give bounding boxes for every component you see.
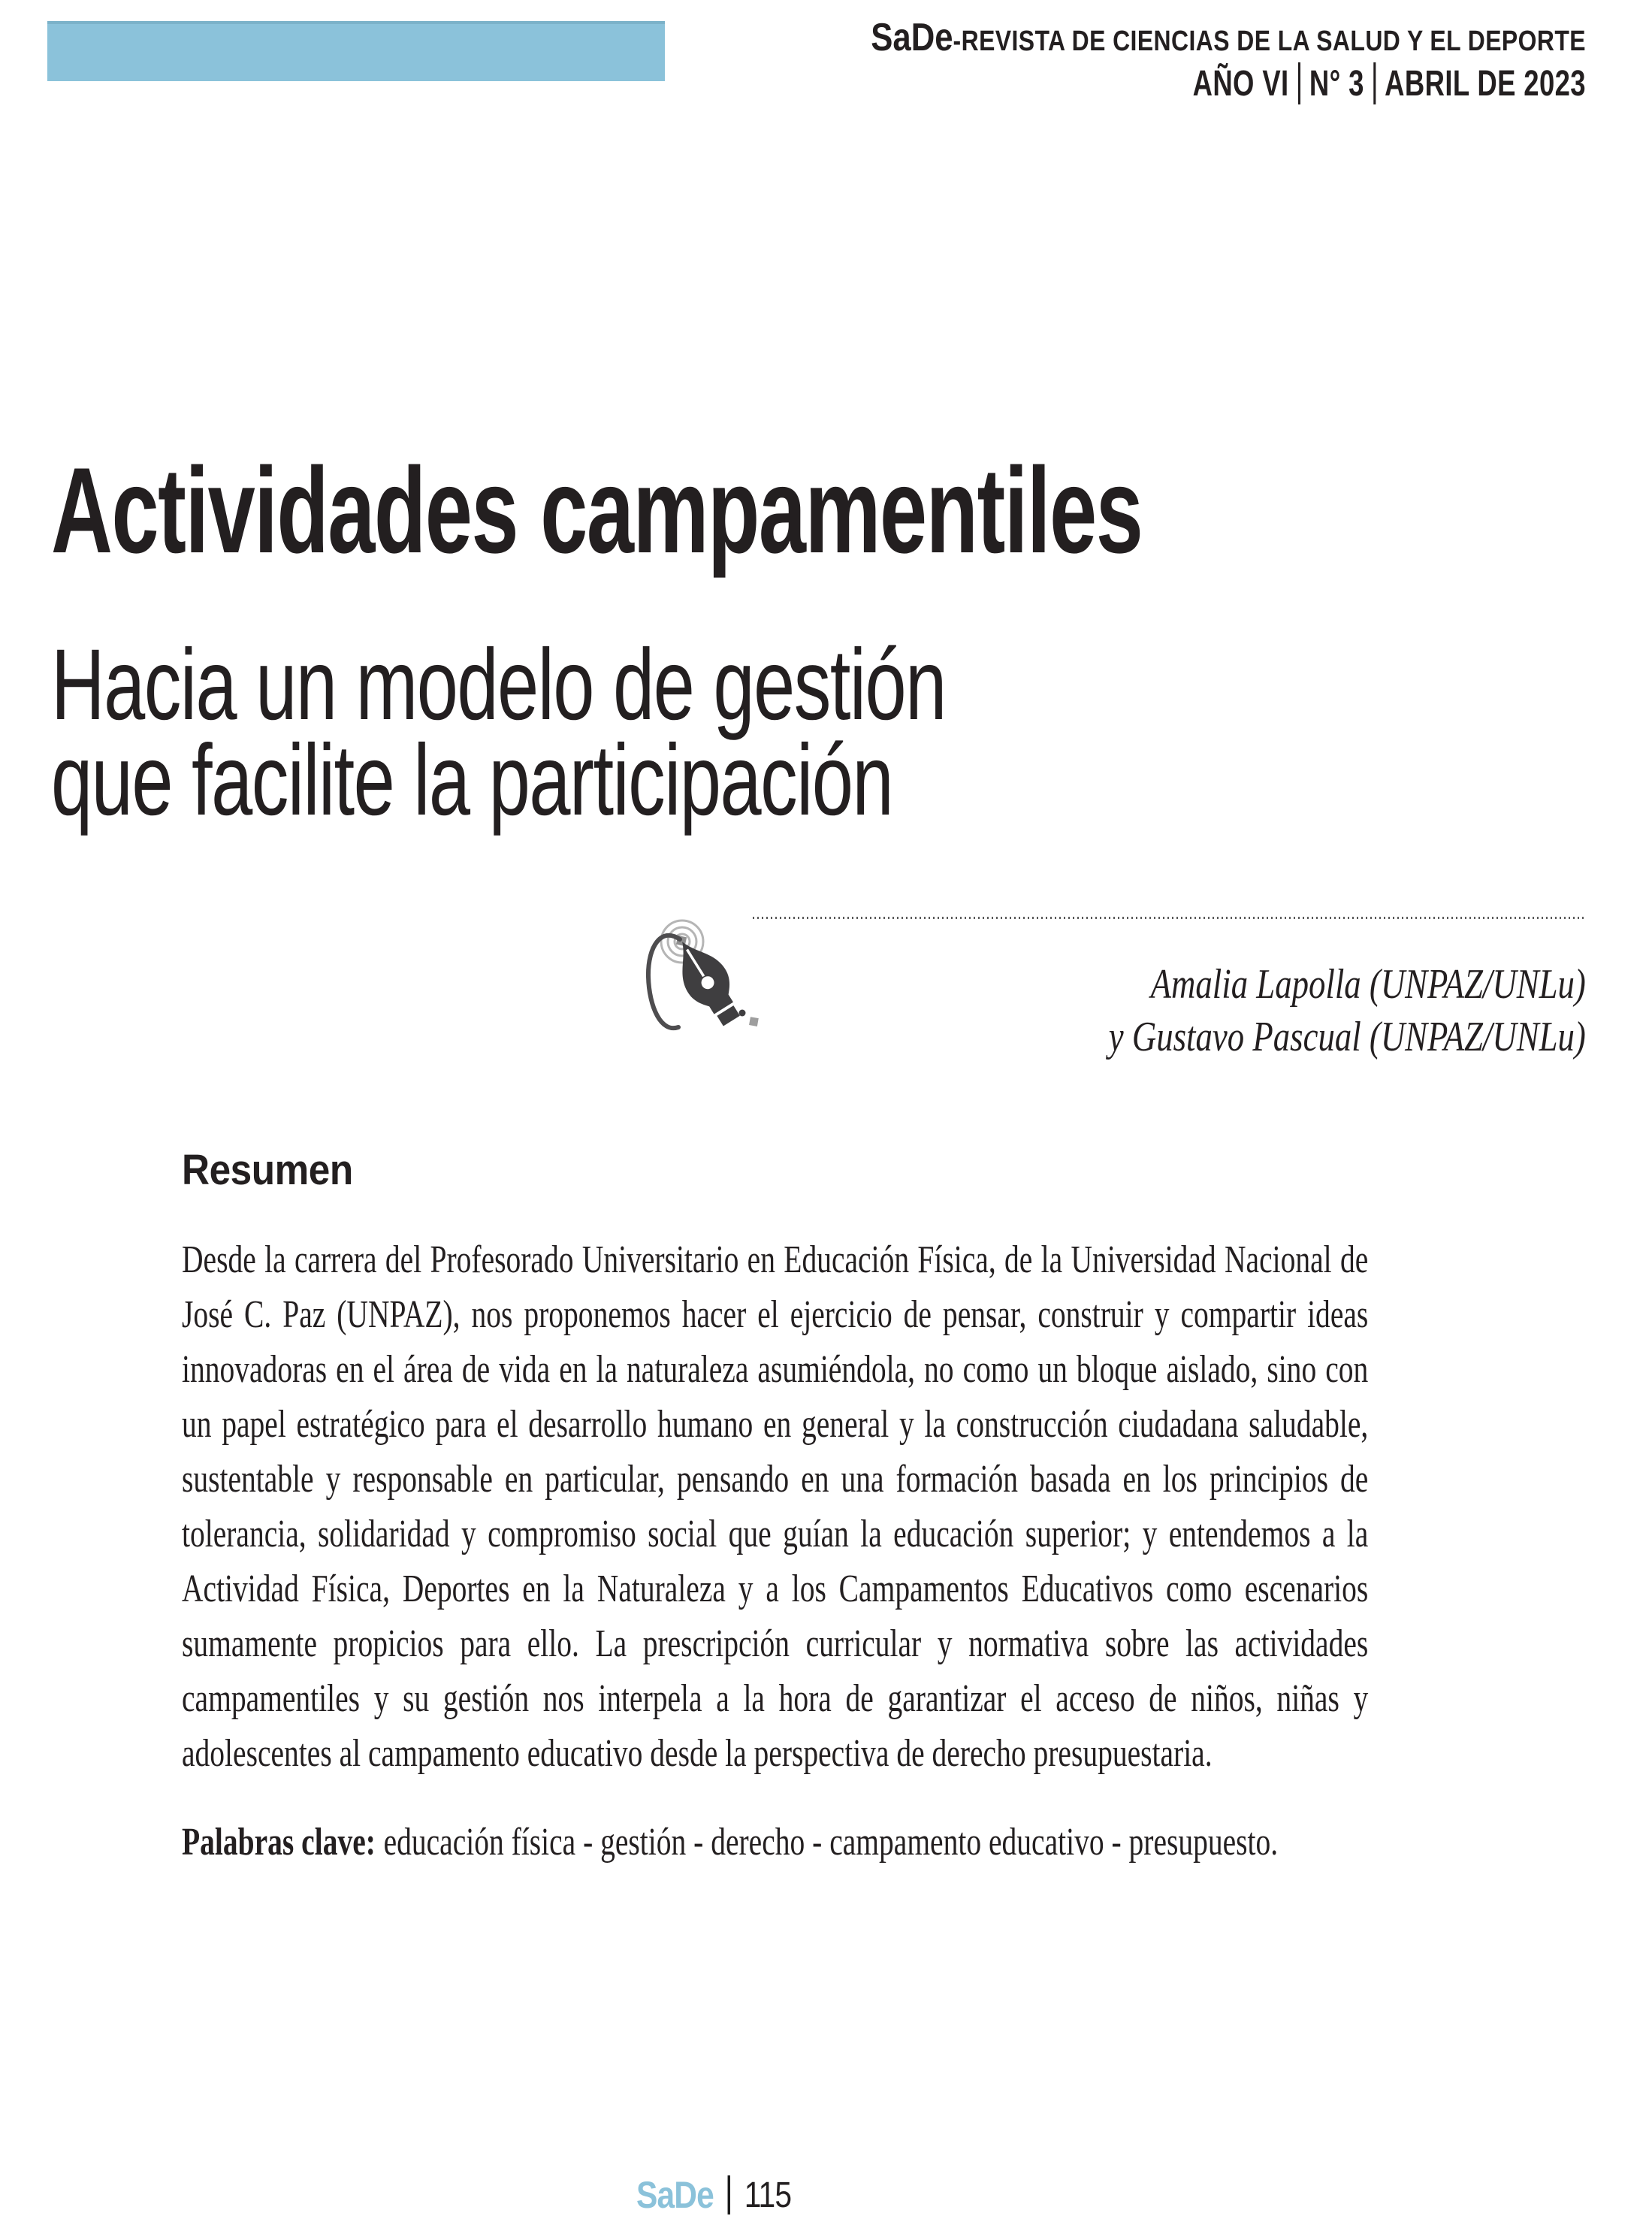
masthead-issue: N° 3 bbox=[1309, 64, 1364, 104]
keywords-line bbox=[182, 1820, 1279, 1865]
signature-pen-icon bbox=[639, 905, 796, 1048]
footer-journal-logo: SaDe bbox=[636, 2174, 714, 2216]
footer-separator-bar bbox=[728, 2175, 730, 2214]
title-block bbox=[51, 443, 1610, 836]
author-block bbox=[1109, 958, 1586, 1063]
masthead-year: AÑO VI bbox=[1192, 64, 1289, 104]
author-line-1: Amalia Lapolla (UNPAZ/UNLu) bbox=[1150, 961, 1586, 1008]
masthead-issue-line bbox=[939, 62, 1586, 104]
subtitle-line-2: que facilite la participación bbox=[51, 724, 893, 836]
page-number: 115 bbox=[744, 2175, 792, 2215]
subtitle-line-1: Hacia un modelo de gestión bbox=[51, 629, 946, 741]
signature-pen-icon bbox=[639, 905, 796, 1048]
article-title: Actividades campamentiles bbox=[51, 443, 1143, 579]
masthead-journal-line bbox=[871, 17, 1586, 62]
brand-color-bar bbox=[47, 21, 665, 81]
masthead bbox=[735, 17, 1586, 104]
article-subtitle bbox=[51, 629, 1204, 836]
keywords-label: Palabras clave: bbox=[182, 1821, 376, 1864]
keywords-list: educación física - gestión - derecho - campamento educativo - presupuesto. bbox=[383, 1821, 1279, 1864]
abstract-text: Desde la carrera del Profesorado Universitario en Educación Física, de la Universidad Nacional de José C. Paz (UNPAZ), nos proponemos hacer el ejercicio de pensar, construir y compartir ideas innovadoras en el área de vida en la naturaleza asumiéndola, no como un bloque aislado, sino con un papel estratégico para el desarrollo humano en general y la construcción ciudadana saludable, sustentable y responsable en particular, pensando en una formación basada en los principios de tolerancia, solidaridad y compromiso social que guían la educación superior; y entendemos a la Actividad Física, Deportes en la Naturaleza y a los Campamentos Educativos como escenarios sumamente propicios para ello. La prescripción curricular y normativa sobre las actividades campamentiles y su gestión nos interpela a la hora de garantizar el acceso de niños, niñas y adolescentes al campamento educativo desde la perspectiva de derecho presupuestaria. bbox=[182, 1238, 1369, 1775]
abstract-section bbox=[182, 1147, 1369, 1904]
masthead-date: ABRIL DE 2023 bbox=[1385, 64, 1586, 104]
separator-bar bbox=[1373, 62, 1376, 104]
author-line-2: y Gustavo Pascual (UNPAZ/UNLu) bbox=[1108, 1014, 1586, 1060]
abstract-heading: Resumen bbox=[182, 1146, 353, 1194]
dotted-divider bbox=[753, 917, 1587, 919]
separator-bar bbox=[1298, 62, 1300, 104]
page-footer bbox=[636, 2173, 791, 2217]
journal-name: -REVISTA DE CIENCIAS DE LA SALUD Y EL DEPORTE bbox=[953, 26, 1586, 57]
journal-logo: SaDe bbox=[871, 16, 953, 59]
